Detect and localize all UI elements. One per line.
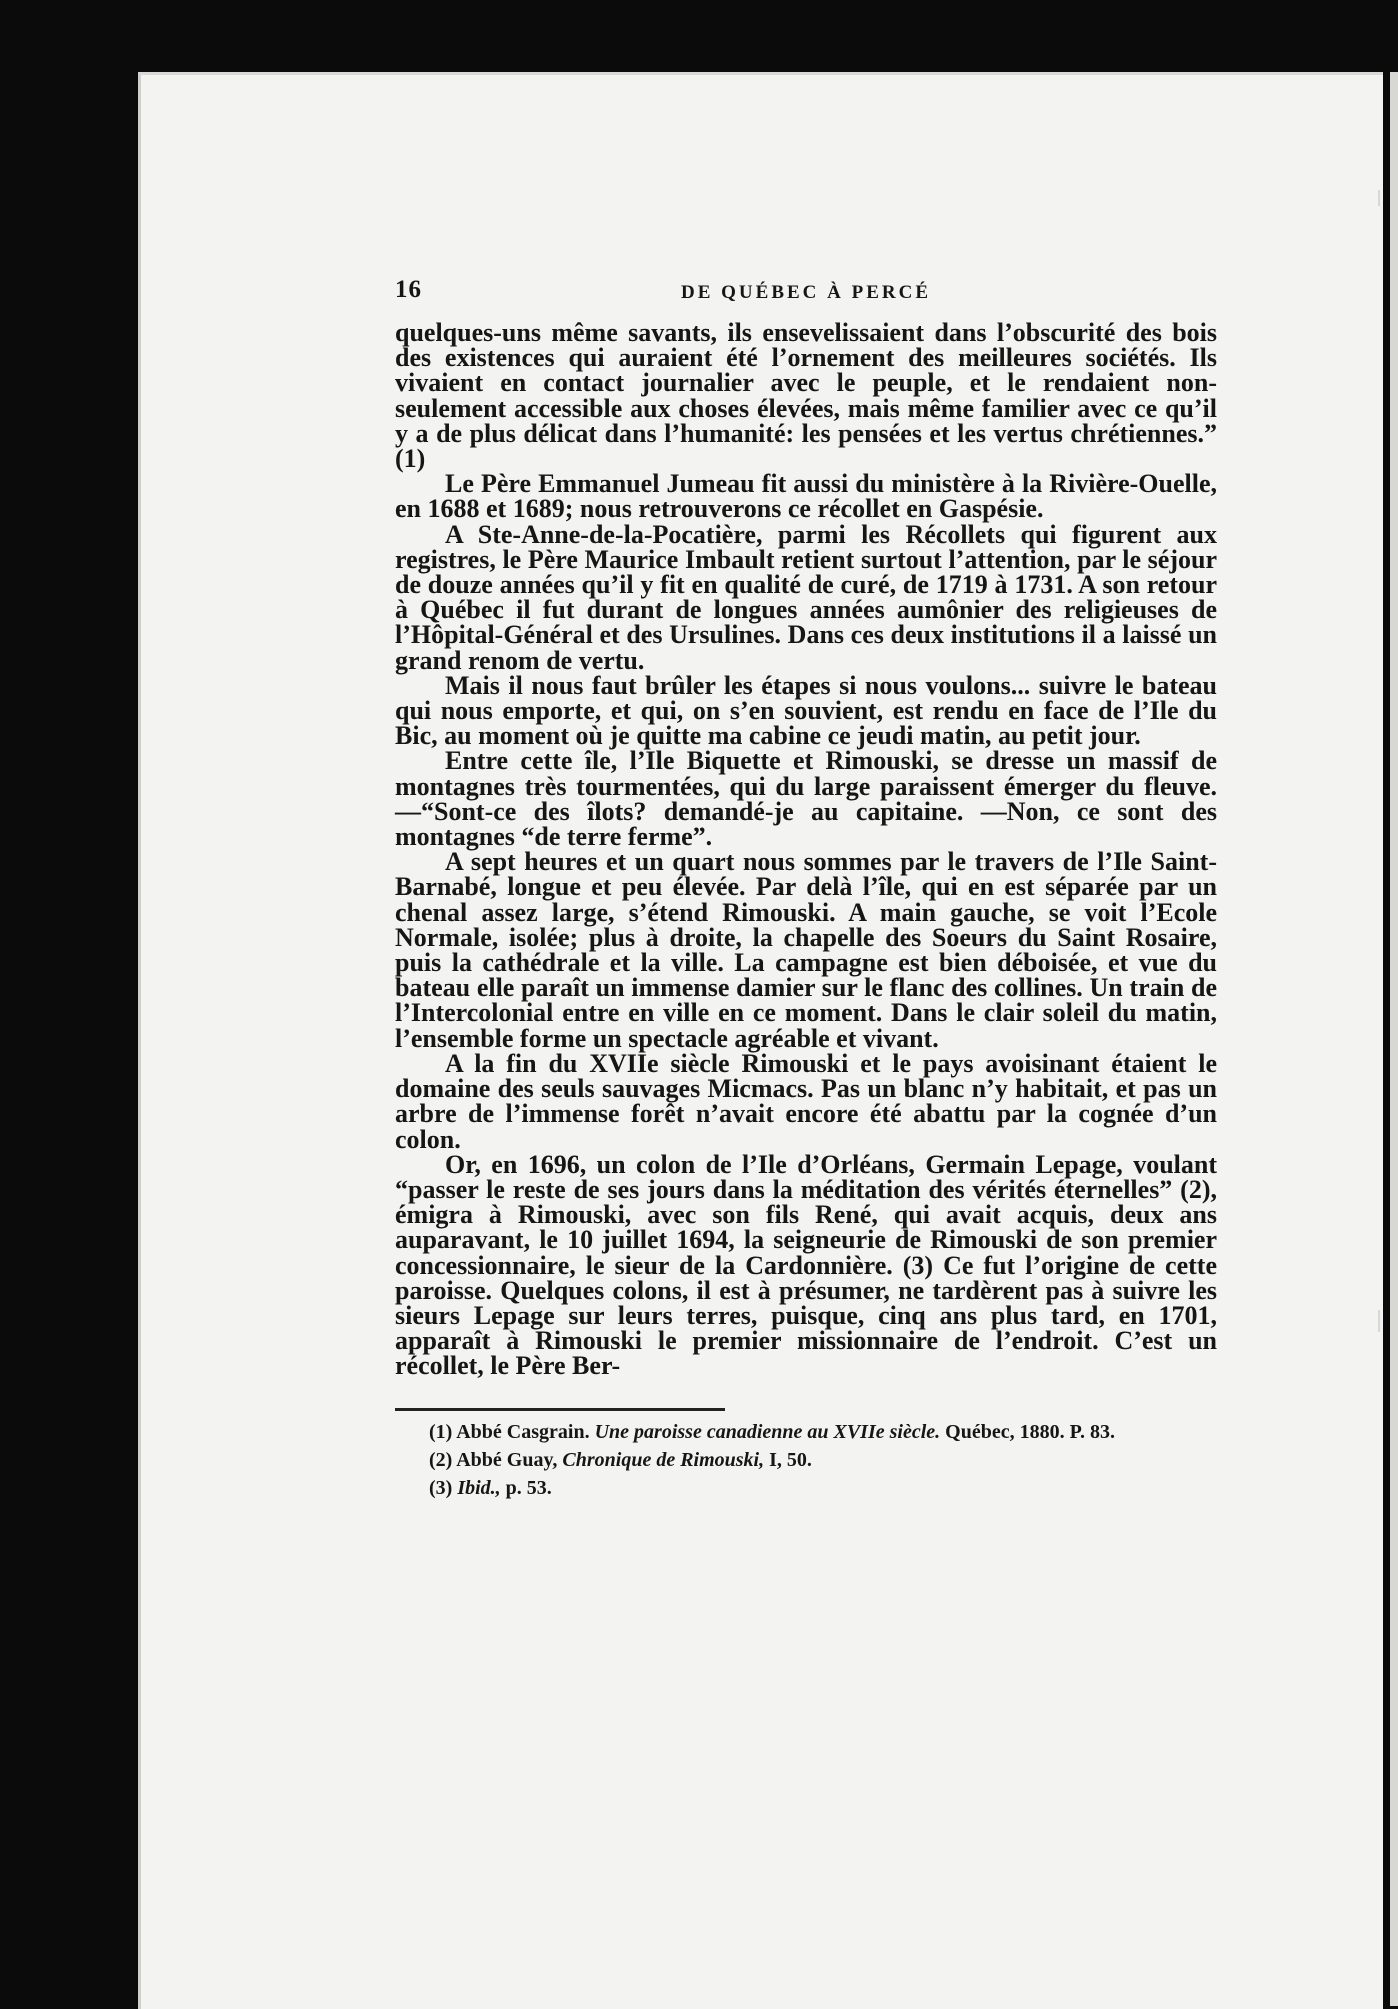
page-edge [1390, 72, 1398, 2006]
body-text [395, 320, 1217, 1379]
footnote [395, 1449, 1217, 1471]
footnote-text: p. 53. [500, 1476, 552, 1499]
scan-mark [1378, 190, 1380, 206]
footnotes [395, 1421, 1217, 1499]
footnote-title: Chronique de Rimouski, [562, 1448, 765, 1471]
page-text-block [395, 272, 1217, 1499]
paragraph: Le Père Emmanuel Jumeau fit aussi du ministère à la Rivière-Ouelle, en 1688 et 1689; nous retrouverons ce récollet en Gaspésie. [395, 469, 1217, 524]
footnote [395, 1421, 1217, 1443]
paragraph: A la fin du XVIIe siècle Rimouski et le pays avoisinant étaient le domaine des seuls sauvages Micmacs. Pas un blanc n’y habitait, et pas un arbre de l’immense forêt n’avait encore été abattu par la cognée d’un colon. [395, 1048, 1217, 1154]
page-header [395, 272, 1217, 308]
paragraph: A sept heures et un quart nous sommes par le travers de l’Ile Saint-Barnabé, longue et peu élevée. Par delà l’île, qui en est séparée par un chenal assez large, s’étend Rimouski. A main gauche, se voit l’Ecole Normale, isolée; plus à droite, la chapelle des Soeurs du Saint Rosaire, puis la cathédrale et la ville. La campagne est bien déboisée, et vue du bateau elle paraît un immense damier sur le flanc des collines. Un train de l’Intercolonial entre en ville en ce moment. Dans le clair soleil du matin, l’ensemble forme un spectacle agréable et vivant. [395, 847, 1217, 1053]
footnote-text: Abbé Casgrain. [456, 1420, 595, 1443]
footnote-title: Ibid., [457, 1476, 501, 1499]
page-number: 16 [395, 276, 422, 303]
paragraph: A Ste-Anne-de-la-Pocatière, parmi les Récollets qui figurent aux registres, le Père Maurice Imbault retient surtout l’attention, par le séjour de douze années qu’il y fit en qualité de curé, de 1719 à 1731. A son retour à Québec il fut durant de longues années aumônier des religieuses de l’Hôpital-Général et des Ursulines. Dans ces deux institutions il a laissé un grand renom de vertu. [395, 519, 1217, 675]
running-head: DE QUÉBEC À PERCÉ [681, 282, 931, 303]
paragraph: quelques-uns même savants, ils ensevelissaient dans l’obscurité des bois des existences qui auraient été l’ornement des meilleures sociétés. Ils vivaient en contact journalier avec le peuple, et le rendaient non-seulement accessible aux choses élevées, mais même familier avec ce qu’il y a de plus délicat dans l’humanité: les pensées et les vertus chrétiennes.” (1) [395, 318, 1217, 474]
footnote-text: Abbé Guay, [456, 1448, 563, 1471]
footnote-title: Une paroisse canadienne au XVIIe siècle. [594, 1420, 941, 1443]
paragraph: Entre cette île, l’Ile Biquette et Rimouski, se dresse un massif de montagnes très tourmentées, qui du large paraissent émerger du fleuve. —“Sont-ce des îlots? demandé-je au capitaine. —Non, ce sont des montagnes “de terre ferme”. [395, 746, 1217, 852]
paragraph: Or, en 1696, un colon de l’Ile d’Orléans, Germain Lepage, voulant “passer le reste de ses jours dans la méditation des vérités éternelles” (2), émigra à Rimouski, avec son fils René, qui avait acquis, deux ans auparavant, le 10 juillet 1694, la seigneurie de Rimouski de son premier concessionnaire, le sieur de la Cardonnière. (3) Ce fut l’origine de cette paroisse. Quelques colons, il est à présumer, ne tardèrent pas à suivre les sieurs Lepage sur leurs terres, puisque, cinq ans plus tard, en 1701, apparaît à Rimouski le premier missionnaire de l’endroit. C’est un récollet, le Père Ber- [395, 1149, 1217, 1381]
footnote-text: I, 50. [764, 1448, 812, 1471]
footnote [395, 1477, 1217, 1499]
footnote-marker: (1) [429, 1420, 453, 1443]
footnote-marker: (3) [429, 1476, 453, 1499]
footnote-marker: (2) [429, 1448, 453, 1471]
footnote-rule [395, 1408, 725, 1411]
footnote-text: Québec, 1880. P. 83. [940, 1420, 1115, 1443]
paragraph: Mais il nous faut brûler les étapes si nous voulons... suivre le bateau qui nous emporte, et qui, on s’en souvient, est rendu en face de l’Ile du Bic, au moment où je quitte ma cabine ce jeudi matin, au petit jour. [395, 670, 1217, 751]
scan-mark [1378, 1310, 1380, 1332]
